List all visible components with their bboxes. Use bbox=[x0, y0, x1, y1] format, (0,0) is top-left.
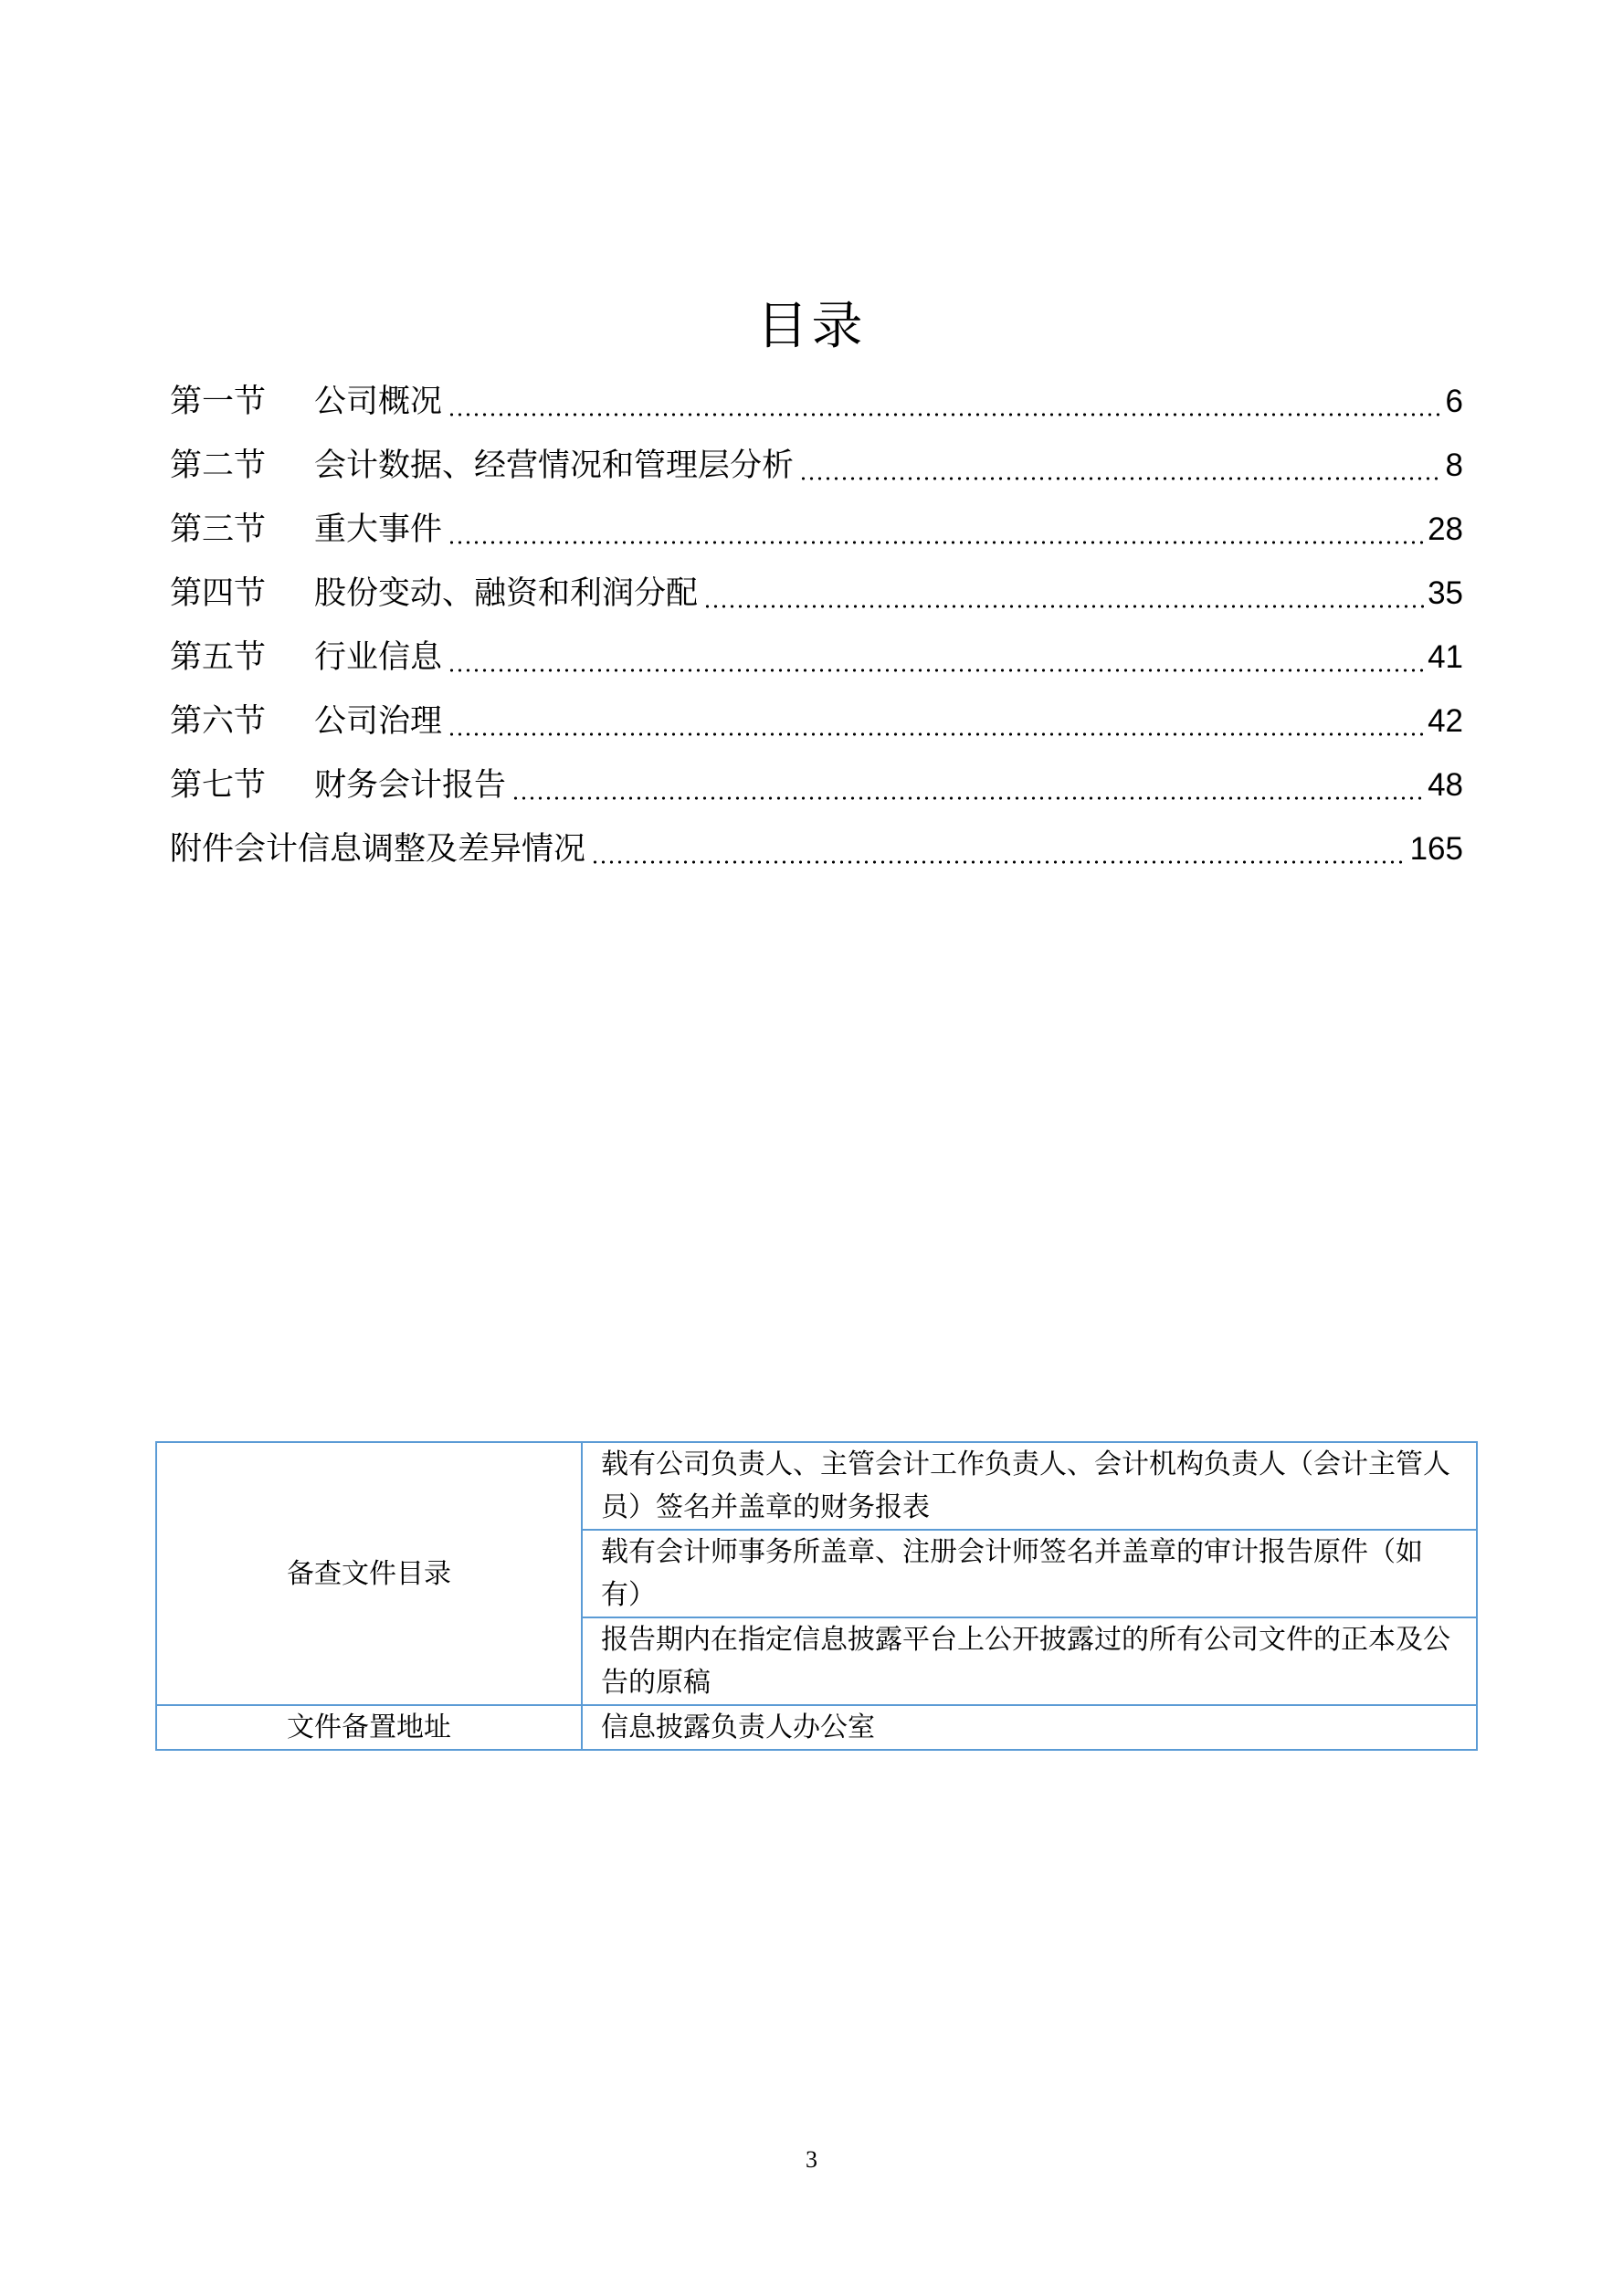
toc-section-number: 第七节 bbox=[170, 767, 267, 804]
catalog-item-cell: 载有公司负责人、主管会计工作负责人、会计机构负责人（会计主管人员）签名并盖章的财务报表 bbox=[582, 1442, 1477, 1530]
page-number: 3 bbox=[806, 2146, 817, 2173]
toc-entry-label: 财务会计报告 bbox=[314, 767, 507, 804]
catalog-header-cell: 备查文件目录 bbox=[156, 1442, 582, 1705]
toc-entry-label: 附件会计信息调整及差异情况 bbox=[170, 831, 586, 868]
toc-section-number: 第四节 bbox=[170, 575, 267, 612]
reference-documents-table bbox=[155, 1441, 1478, 1751]
toc-page-number: 41 bbox=[1428, 639, 1463, 675]
toc-page-number: 42 bbox=[1428, 703, 1463, 739]
toc-page-number: 6 bbox=[1445, 384, 1463, 419]
toc-entry-7[interactable] bbox=[170, 753, 1463, 817]
toc-dot-leader bbox=[448, 412, 1442, 417]
toc-dot-leader bbox=[448, 668, 1424, 673]
toc-dot-leader bbox=[703, 604, 1424, 609]
toc-page-number: 28 bbox=[1428, 511, 1463, 547]
toc-entry-1[interactable] bbox=[170, 370, 1463, 434]
toc-section-number: 第一节 bbox=[170, 384, 267, 420]
table-row bbox=[156, 1442, 1477, 1530]
toc-page-number: 8 bbox=[1445, 448, 1463, 483]
toc-page-number: 48 bbox=[1428, 767, 1463, 803]
toc-entry-label: 重大事件 bbox=[314, 511, 443, 548]
table-row bbox=[156, 1705, 1477, 1750]
toc-section-number: 第五节 bbox=[170, 639, 267, 676]
toc-dot-leader bbox=[799, 476, 1442, 481]
catalog-item-cell: 载有会计师事务所盖章、注册会计师签名并盖章的审计报告原件（如有） bbox=[582, 1530, 1477, 1617]
toc-title: 目录 bbox=[756, 297, 867, 356]
toc-dot-leader bbox=[591, 859, 1407, 865]
toc-entry-label: 公司概况 bbox=[314, 384, 443, 420]
toc-section-number: 第二节 bbox=[170, 448, 267, 484]
toc-dot-leader bbox=[448, 732, 1424, 737]
toc-page-number: 35 bbox=[1428, 575, 1463, 611]
toc-entry-label: 公司治理 bbox=[314, 703, 443, 740]
toc-entry-2[interactable] bbox=[170, 434, 1463, 498]
location-header-cell: 文件备置地址 bbox=[156, 1705, 582, 1750]
toc-entry-label: 会计数据、经营情况和管理层分析 bbox=[314, 448, 795, 484]
catalog-item-cell: 报告期内在指定信息披露平台上公开披露过的所有公司文件的正本及公告的原稿 bbox=[582, 1617, 1477, 1705]
toc-entry-4[interactable] bbox=[170, 562, 1463, 626]
table-of-contents bbox=[170, 370, 1463, 881]
toc-page-number: 165 bbox=[1409, 831, 1463, 867]
toc-dot-leader bbox=[448, 540, 1424, 545]
toc-entry-label: 行业信息 bbox=[314, 639, 443, 676]
toc-section-number: 第六节 bbox=[170, 703, 267, 740]
location-value-cell: 信息披露负责人办公室 bbox=[582, 1705, 1477, 1750]
toc-entry-5[interactable] bbox=[170, 626, 1463, 690]
toc-entry-label: 股份变动、融资和利润分配 bbox=[314, 575, 699, 612]
toc-entry-appendix[interactable] bbox=[170, 817, 1463, 881]
toc-entry-3[interactable] bbox=[170, 498, 1463, 562]
toc-section-number: 第三节 bbox=[170, 511, 267, 548]
toc-entry-6[interactable] bbox=[170, 690, 1463, 753]
toc-dot-leader bbox=[511, 795, 1424, 801]
